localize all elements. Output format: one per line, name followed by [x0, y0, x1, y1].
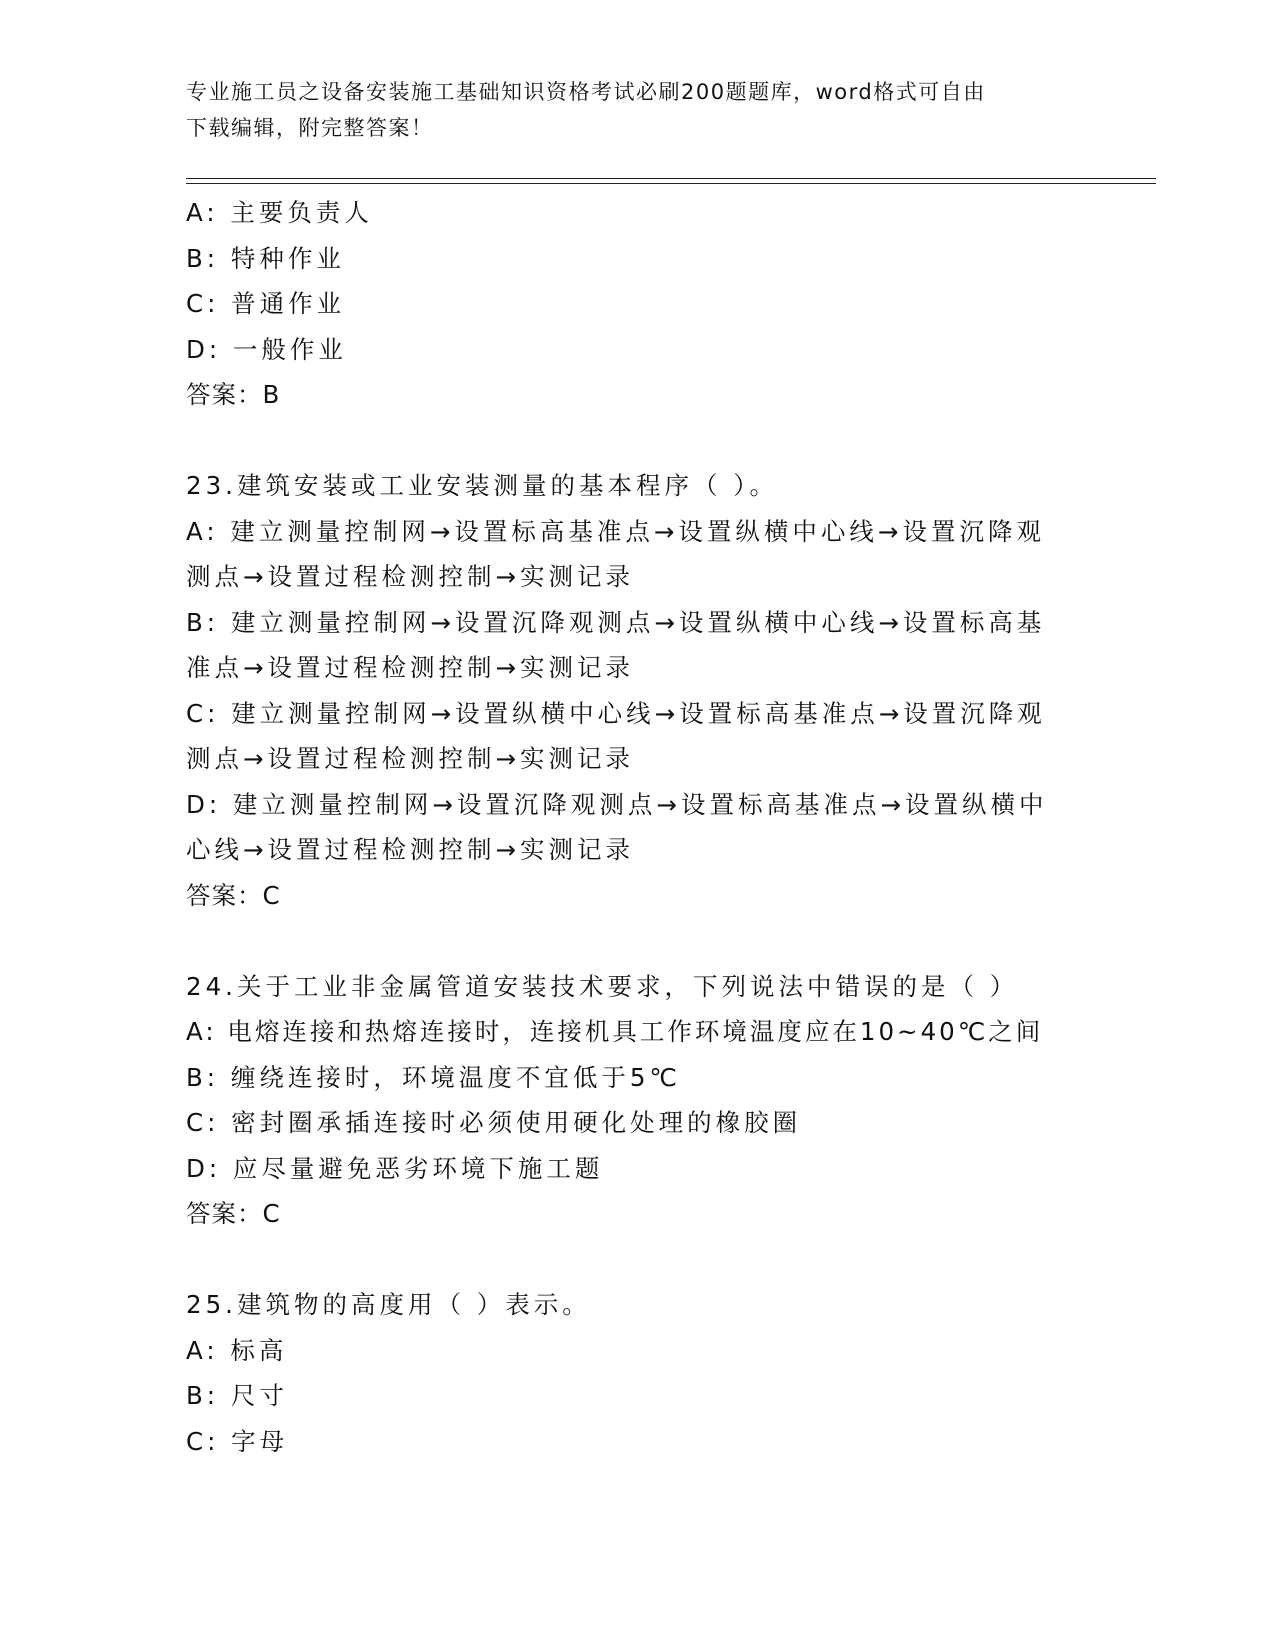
header-double-rule: [186, 178, 1156, 184]
answer: 答案：B: [186, 380, 281, 409]
option-a: A: 电熔连接和热熔连接时，连接机具工作环境温度应在10~40℃之间: [186, 1017, 1044, 1046]
option-c-continued: 测点→设置过程检测控制→实测记录: [186, 744, 635, 773]
option-d-continued: 心线→设置过程检测控制→实测记录: [186, 835, 635, 864]
spacer: [186, 918, 1086, 964]
option-b: B: 特种作业: [186, 243, 345, 273]
option-a: A: 建立测量控制网→设置标高基准点→设置纵横中心线→设置沉降观: [186, 516, 1045, 546]
option-a: A: 标高: [186, 1335, 288, 1365]
option-b: B: 尺寸: [186, 1381, 288, 1410]
question-25: [186, 1282, 1086, 1464]
question-23: [186, 463, 1086, 918]
option-c: C: 密封圈承插连接时必须使用硬化处理的橡胶圈: [186, 1108, 802, 1137]
question-22: [186, 190, 1086, 418]
header-title-line-2: 下载编辑，附完整答案！: [186, 116, 434, 140]
question-text: 23.建筑安装或工业安装测量的基本程序（ ）。: [186, 471, 778, 500]
document-header: [186, 74, 1086, 146]
question-24: [186, 964, 1086, 1237]
option-d: D: 应尽量避免恶劣环境下施工题: [186, 1153, 604, 1183]
question-text: 25.建筑物的高度用（ ）表示。: [186, 1290, 591, 1319]
option-c: C: 字母: [186, 1426, 289, 1456]
spacer: [186, 418, 1086, 464]
option-a: A: 主要负责人: [186, 198, 373, 227]
option-d: D: 建立测量控制网→设置沉降观测点→设置标高基准点→设置纵横中: [186, 789, 1048, 819]
question-content: [186, 190, 1086, 1464]
option-a-continued: 测点→设置过程检测控制→实测记录: [186, 562, 635, 591]
answer: 答案：C: [186, 880, 281, 910]
spacer: [186, 1237, 1086, 1283]
option-c: C: 普通作业: [186, 289, 346, 318]
header-title-line-1: 专业施工员之设备安装施工基础知识资格考试必刷200题题库，word格式可自由: [186, 80, 986, 104]
answer: 答案：C: [186, 1199, 281, 1228]
option-b-continued: 准点→设置过程检测控制→实测记录: [186, 653, 635, 682]
option-c: C: 建立测量控制网→设置纵横中心线→设置标高基准点→设置沉降观: [186, 698, 1046, 728]
option-b: B: 缠绕连接时，环境温度不宜低于5℃: [186, 1062, 681, 1092]
option-b: B: 建立测量控制网→设置沉降观测点→设置纵横中心线→设置标高基: [186, 607, 1046, 637]
question-text: 24.关于工业非金属管道安装技术要求，下列说法中错误的是（ ）: [186, 971, 1019, 1001]
option-d: D: 一般作业: [186, 334, 347, 364]
